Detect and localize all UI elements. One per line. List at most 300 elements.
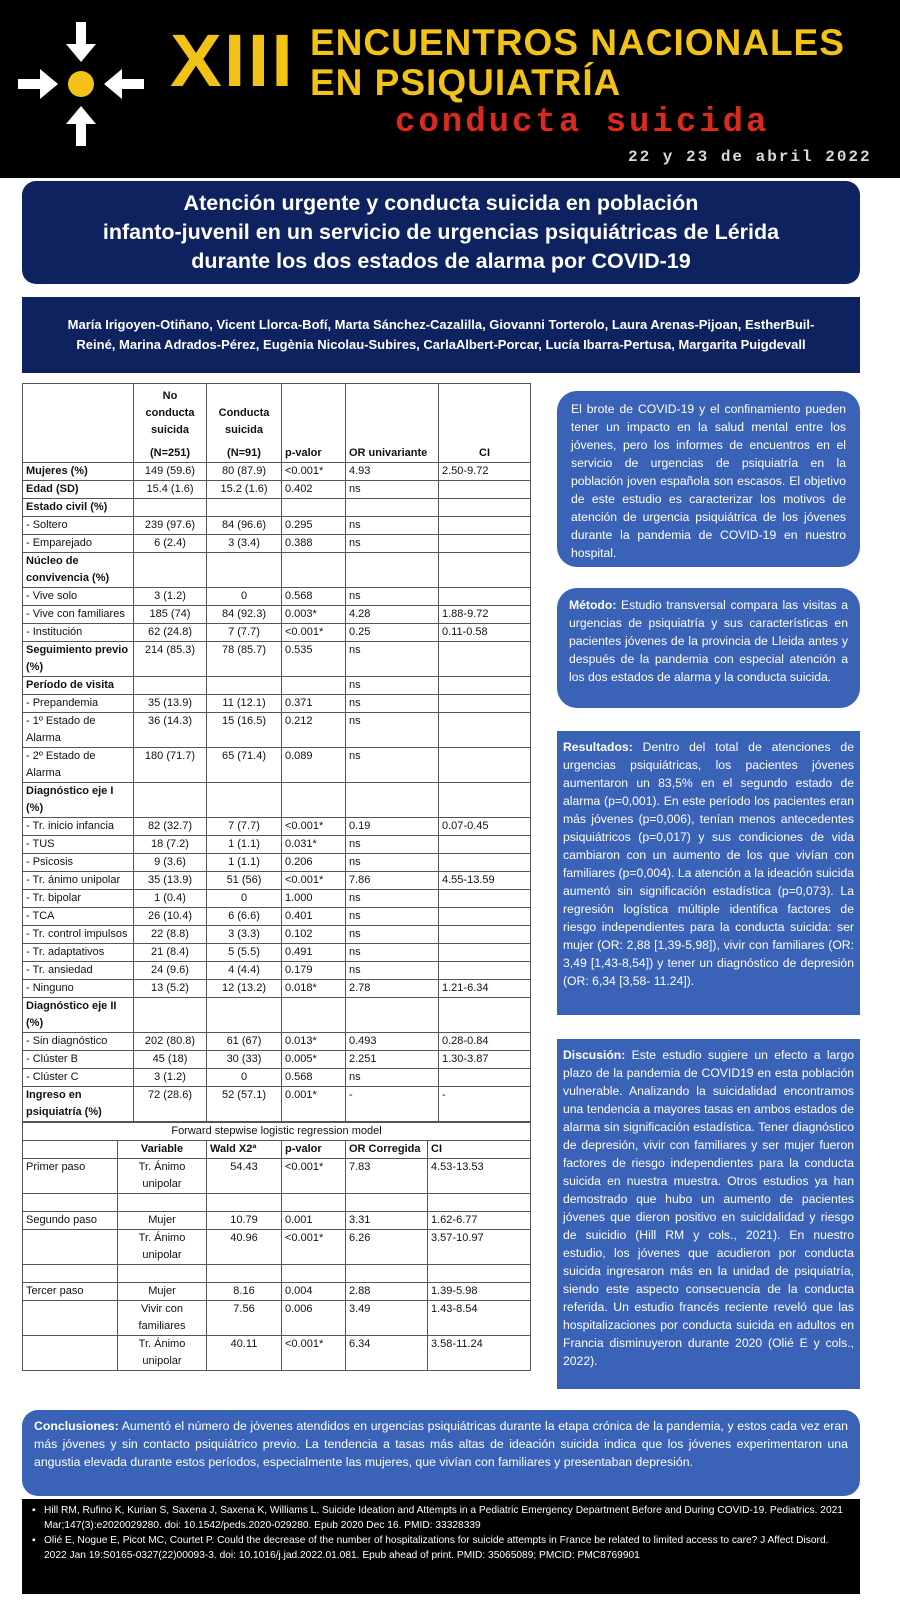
row-label: Núcleo de convivencia (%) xyxy=(23,553,134,588)
cell-conducta: 78 (85.7) xyxy=(207,642,282,677)
cell-or: 4.28 xyxy=(346,606,439,624)
cell-no-conducta xyxy=(134,553,207,588)
cell-or xyxy=(346,783,439,818)
cell-ci xyxy=(439,677,531,695)
cell-no-conducta: 62 (24.8) xyxy=(134,624,207,642)
conclusions-box xyxy=(22,1410,860,1496)
cell-pvalor: 0.001 xyxy=(282,1212,346,1230)
cell-or: ns xyxy=(346,642,439,677)
cell-ci: 0.07-0.45 xyxy=(439,818,531,836)
table-row xyxy=(23,783,531,818)
cell-no-conducta: 13 (5.2) xyxy=(134,980,207,998)
row-label: - Clúster C xyxy=(23,1069,134,1087)
table-row xyxy=(23,854,531,872)
cell-ci xyxy=(428,1194,531,1212)
cell-step xyxy=(23,1265,118,1283)
table-row xyxy=(23,1212,531,1230)
table-row xyxy=(23,998,531,1033)
cell-no-conducta: 15.4 (1.6) xyxy=(134,481,207,499)
cell-wald: 7.56 xyxy=(207,1301,282,1336)
cell-ci xyxy=(439,944,531,962)
cell-conducta: 84 (96.6) xyxy=(207,517,282,535)
cell-or: ns xyxy=(346,713,439,748)
cell-no-conducta: 24 (9.6) xyxy=(134,962,207,980)
title-line2: infanto-juvenil en un servicio de urgencias psiquiátricas de Lérida xyxy=(102,220,780,244)
row-label: Mujeres (%) xyxy=(23,463,134,481)
cell-pvalor: 0.568 xyxy=(282,1069,346,1087)
cell-pvalor: 0.568 xyxy=(282,588,346,606)
references-list xyxy=(44,1503,850,1563)
header-or: OR univariante xyxy=(346,384,439,463)
regression-caption: Forward stepwise logistic regression model xyxy=(23,1123,531,1141)
cell-pvalor: 0.179 xyxy=(282,962,346,980)
cell-no-conducta: 3 (1.2) xyxy=(134,1069,207,1087)
table-row xyxy=(23,1301,531,1336)
cell-pvalor: <0.001* xyxy=(282,1336,346,1371)
row-label: - Tr. control impulsos xyxy=(23,926,134,944)
cell-ci xyxy=(439,836,531,854)
table-header-row xyxy=(23,384,531,463)
table-row xyxy=(23,517,531,535)
header-conducta-n: (N=91) xyxy=(227,447,261,459)
cell-or xyxy=(346,553,439,588)
cell-ci: 3.58-11.24 xyxy=(428,1336,531,1371)
cell-pvalor: 0.491 xyxy=(282,944,346,962)
cell-ci xyxy=(439,713,531,748)
table-row xyxy=(23,1194,531,1212)
cell-variable: Vivir con familiares xyxy=(118,1301,207,1336)
header-step xyxy=(23,1141,118,1159)
table-row xyxy=(23,624,531,642)
cell-ci xyxy=(439,517,531,535)
row-label: Seguimiento previo (%) xyxy=(23,642,134,677)
event-subtitle: conducta suicida xyxy=(395,104,770,142)
cell-variable: Tr. Ánimo unipolar xyxy=(118,1336,207,1371)
results-box xyxy=(557,731,860,1015)
cell-no-conducta: 36 (14.3) xyxy=(134,713,207,748)
cell-conducta: 15 (16.5) xyxy=(207,713,282,748)
table-row xyxy=(23,1069,531,1087)
cell-ci: 2.50-9.72 xyxy=(439,463,531,481)
cell-ci xyxy=(439,998,531,1033)
header-no-conducta-n: (N=251) xyxy=(149,447,191,459)
header-conducta-label: Conducta suicida xyxy=(218,407,270,436)
cell-ci: - xyxy=(439,1087,531,1122)
cell-or: 3.49 xyxy=(346,1301,428,1336)
row-label: - 1º Estado de Alarma xyxy=(23,713,134,748)
cell-ci xyxy=(439,499,531,517)
cell-pvalor xyxy=(282,677,346,695)
cell-wald xyxy=(207,1265,282,1283)
cell-no-conducta: 3 (1.2) xyxy=(134,588,207,606)
cell-pvalor xyxy=(282,499,346,517)
cell-pvalor: 0.535 xyxy=(282,642,346,677)
cell-no-conducta: 22 (8.8) xyxy=(134,926,207,944)
row-label: Diagnóstico eje I (%) xyxy=(23,783,134,818)
table-row xyxy=(23,677,531,695)
reference-item: ▪ Olié E, Nogue E, Picot MC, Courtet P. Could the decrease of the number of hospitalizations for suicide attempts in France be related to limited access to care? J Affect Disord. 2022 Jan 19:S0165-0327(22)00093-3. doi: 10.1016/j.jad.2022.01.081. Epub ahead of print. PMID: 35065089; PMCID: PMC8769901 xyxy=(44,1533,850,1563)
cell-or: 7.83 xyxy=(346,1159,428,1194)
cell-no-conducta: 149 (59.6) xyxy=(134,463,207,481)
univariate-table-body xyxy=(23,463,531,1122)
conclusions-heading: Conclusiones: xyxy=(34,1419,119,1433)
table-row xyxy=(23,944,531,962)
cell-ci xyxy=(439,535,531,553)
cell-pvalor: 0.001* xyxy=(282,1087,346,1122)
cell-no-conducta xyxy=(134,998,207,1033)
cell-no-conducta: 202 (80.8) xyxy=(134,1033,207,1051)
cell-no-conducta: 9 (3.6) xyxy=(134,854,207,872)
cell-ci xyxy=(439,588,531,606)
cell-conducta: 0 xyxy=(207,890,282,908)
cell-ci xyxy=(439,890,531,908)
row-label: - Vive con familiares xyxy=(23,606,134,624)
cell-ci xyxy=(439,481,531,499)
row-label: Ingreso en psiquiatría (%) xyxy=(23,1087,134,1122)
cell-no-conducta: 45 (18) xyxy=(134,1051,207,1069)
cell-conducta: 51 (56) xyxy=(207,872,282,890)
cell-pvalor: 0.005* xyxy=(282,1051,346,1069)
table-row xyxy=(23,1283,531,1301)
cell-conducta: 7 (7.7) xyxy=(207,624,282,642)
conclusions-text: Aumentó el número de jóvenes atendidos en urgencias psiquiátricas durante la etapa crónica de la pandemia, y estos cada vez eran más jóvenes y sin contacto psiquiátrico previo. La tendencia a tasas más altas de ideación suicida indica que los jóvenes experimentaron una angustia elevada durante estos períodos, especialmente las mujeres, que vivían con familiares y presentaban depresión. xyxy=(34,1419,848,1469)
cell-ci: 1.43-8.54 xyxy=(428,1301,531,1336)
event-date: 22 y 23 de abril 2022 xyxy=(628,148,872,166)
cell-pvalor: 1.000 xyxy=(282,890,346,908)
cell-or: ns xyxy=(346,588,439,606)
table-row xyxy=(23,836,531,854)
table-row xyxy=(23,1033,531,1051)
cell-conducta: 1 (1.1) xyxy=(207,836,282,854)
cell-or: ns xyxy=(346,926,439,944)
authors-section xyxy=(22,297,860,373)
cell-pvalor xyxy=(282,553,346,588)
cell-conducta: 0 xyxy=(207,588,282,606)
header-var: Variable xyxy=(118,1141,207,1159)
table-row xyxy=(23,980,531,998)
cell-pvalor xyxy=(282,783,346,818)
cell-no-conducta: 21 (8.4) xyxy=(134,944,207,962)
table-row xyxy=(23,499,531,517)
cell-pvalor: 0.102 xyxy=(282,926,346,944)
row-label: - Emparejado xyxy=(23,535,134,553)
cell-ci xyxy=(439,926,531,944)
row-label: - Clúster B xyxy=(23,1051,134,1069)
table-row xyxy=(23,872,531,890)
cell-step xyxy=(23,1194,118,1212)
cell-ci xyxy=(439,1069,531,1087)
cell-wald: 54.43 xyxy=(207,1159,282,1194)
cell-or: 2.78 xyxy=(346,980,439,998)
table-row xyxy=(23,1336,531,1371)
results-heading: Resultados: xyxy=(563,740,633,754)
cell-pvalor: 0.006 xyxy=(282,1301,346,1336)
cell-ci: 4.53-13.53 xyxy=(428,1159,531,1194)
cell-or: - xyxy=(346,1087,439,1122)
regression-table xyxy=(22,1122,531,1371)
cell-no-conducta: 180 (71.7) xyxy=(134,748,207,783)
cell-or: 2.251 xyxy=(346,1051,439,1069)
cell-or: 6.26 xyxy=(346,1230,428,1265)
cell-conducta: 3 (3.4) xyxy=(207,535,282,553)
cell-no-conducta: 72 (28.6) xyxy=(134,1087,207,1122)
cell-no-conducta xyxy=(134,783,207,818)
cell-or: 6.34 xyxy=(346,1336,428,1371)
cell-pvalor: 0.402 xyxy=(282,481,346,499)
cell-conducta: 11 (12.1) xyxy=(207,695,282,713)
cell-pvalor: <0.001* xyxy=(282,463,346,481)
row-label: Diagnóstico eje II (%) xyxy=(23,998,134,1033)
cell-ci xyxy=(439,642,531,677)
table-row xyxy=(23,818,531,836)
edition-number: XIII xyxy=(170,19,295,102)
authors-line1: María Irigoyen-Otiñano, Vicent Llorca-Bofí, Marta Sánchez-Cazalilla, Giovanni Torterolo, Laura Arenas-Pijoan, EstherBuil- xyxy=(67,317,815,332)
header-wald: Wald X2ª xyxy=(207,1141,282,1159)
table-row xyxy=(23,588,531,606)
cell-or: 4.93 xyxy=(346,463,439,481)
cell-step xyxy=(23,1230,118,1265)
cell-conducta: 52 (57.1) xyxy=(207,1087,282,1122)
table-row xyxy=(23,481,531,499)
cell-pvalor xyxy=(282,1265,346,1283)
cell-wald: 40.96 xyxy=(207,1230,282,1265)
cell-ci: 0.28-0.84 xyxy=(439,1033,531,1051)
row-label: - Tr. inicio infancia xyxy=(23,818,134,836)
cell-pvalor: 0.089 xyxy=(282,748,346,783)
row-label: Edad (SD) xyxy=(23,481,134,499)
introduction-box xyxy=(557,391,860,567)
cell-step xyxy=(23,1301,118,1336)
cell-pvalor: 0.004 xyxy=(282,1283,346,1301)
cell-conducta: 4 (4.4) xyxy=(207,962,282,980)
cell-no-conducta: 239 (97.6) xyxy=(134,517,207,535)
poster-title xyxy=(22,181,860,284)
cell-wald xyxy=(207,1194,282,1212)
header-pvalor: p-valor xyxy=(282,384,346,463)
cell-pvalor: 0.212 xyxy=(282,713,346,748)
header-pvalor2: p-valor xyxy=(282,1141,346,1159)
row-label: - Vive solo xyxy=(23,588,134,606)
cell-or: ns xyxy=(346,944,439,962)
row-label: - Tr. bipolar xyxy=(23,890,134,908)
cell-conducta: 80 (87.9) xyxy=(207,463,282,481)
cell-no-conducta: 18 (7.2) xyxy=(134,836,207,854)
introduction-text: El brote de COVID-19 y el confinamiento pueden tener un impacto en la salud mental entre los jóvenes, pero los informes de encuentros en el servicio de urgencias de psiquiatría en la población joven española son escasos. El objetivo de este estudio es caracterizar los motivos de atención de urgencia psiquiátrica de los jóvenes durante la pandemia de COVID-19 en nuestro hospital. xyxy=(571,402,846,560)
cell-or: ns xyxy=(346,836,439,854)
method-heading: Método: xyxy=(569,598,617,612)
table-row xyxy=(23,1159,531,1194)
cell-pvalor: 0.206 xyxy=(282,854,346,872)
table-row xyxy=(23,606,531,624)
cell-step xyxy=(23,1336,118,1371)
cell-ci: 1.62-6.77 xyxy=(428,1212,531,1230)
cell-pvalor: 0.401 xyxy=(282,908,346,926)
cell-ci: 3.57-10.97 xyxy=(428,1230,531,1265)
cell-pvalor: <0.001* xyxy=(282,1159,346,1194)
cell-or: ns xyxy=(346,908,439,926)
cell-pvalor: 0.018* xyxy=(282,980,346,998)
cell-conducta: 7 (7.7) xyxy=(207,818,282,836)
univariate-table xyxy=(22,383,531,1122)
cell-or: ns xyxy=(346,854,439,872)
header-conducta xyxy=(207,384,282,463)
header-ci2: CI xyxy=(428,1141,531,1159)
cell-ci: 1.88-9.72 xyxy=(439,606,531,624)
table-row xyxy=(23,1051,531,1069)
cell-variable: Mujer xyxy=(118,1212,207,1230)
title-line1: Atención urgente y conducta suicida en población xyxy=(183,191,699,215)
arrows-to-center-logo xyxy=(14,14,149,154)
cell-or: 0.493 xyxy=(346,1033,439,1051)
cell-wald: 8.16 xyxy=(207,1283,282,1301)
cell-or: 0.19 xyxy=(346,818,439,836)
cell-no-conducta: 185 (74) xyxy=(134,606,207,624)
table-row xyxy=(23,1230,531,1265)
header-or2: OR Corregida xyxy=(346,1141,428,1159)
cell-or xyxy=(346,998,439,1033)
cell-pvalor: 0.031* xyxy=(282,836,346,854)
cell-or: ns xyxy=(346,535,439,553)
cell-ci xyxy=(439,908,531,926)
cell-or: ns xyxy=(346,695,439,713)
cell-or: 0.25 xyxy=(346,624,439,642)
cell-no-conducta: 35 (13.9) xyxy=(134,872,207,890)
cell-or: ns xyxy=(346,1069,439,1087)
cell-ci: 1.30-3.87 xyxy=(439,1051,531,1069)
cell-variable xyxy=(118,1265,207,1283)
cell-pvalor: 0.295 xyxy=(282,517,346,535)
cell-conducta xyxy=(207,998,282,1033)
cell-conducta: 0 xyxy=(207,1069,282,1087)
cell-conducta: 15.2 (1.6) xyxy=(207,481,282,499)
header-no-conducta xyxy=(134,384,207,463)
cell-conducta: 61 (67) xyxy=(207,1033,282,1051)
cell-pvalor: <0.001* xyxy=(282,818,346,836)
cell-ci xyxy=(439,553,531,588)
cell-or: ns xyxy=(346,517,439,535)
cell-or: ns xyxy=(346,748,439,783)
table-row xyxy=(23,962,531,980)
discussion-text: Este estudio sugiere un efecto a largo plazo de la pandemia de COVID19 en esta población vulnerable. Analizando la suicidalidad encontramos una tendencia a mayores tasas en ambos estados de alarma sin significación estadística. Tener diagnóstico de depresión, vivir con familiares y ser mujer fueron factores de riesgo independientes para la conducta suicida en nuestra muestra. Otros estudios ya han demostrado que hubo un aumento de pacientes jóvenes que dieron positivo en suicidalidad y riesgo de suicidio (Hill RM y cols., 2021). En nuestro estudio, los jóvenes que acudieron por conducta suicida ingresaron más en la unidad de psiquiatría, siendo este aspecto consecuencia de la conducta referida. Un estudio francés reciente reveló que las hospitalizaciones por conducta suicida en adultos en Francia disminuyeron durante 2020 (Olié E y cols., 2022). xyxy=(563,1048,854,1368)
row-label: - 2º Estado de Alarma xyxy=(23,748,134,783)
cell-wald: 10.79 xyxy=(207,1212,282,1230)
cell-pvalor: <0.001* xyxy=(282,872,346,890)
cell-pvalor: 0.003* xyxy=(282,606,346,624)
cell-no-conducta: 26 (10.4) xyxy=(134,908,207,926)
cell-pvalor: 0.388 xyxy=(282,535,346,553)
regression-header-row xyxy=(23,1141,531,1159)
cell-conducta: 3 (3.3) xyxy=(207,926,282,944)
cell-ci xyxy=(439,962,531,980)
header-variable xyxy=(23,384,134,463)
cell-step: Primer paso xyxy=(23,1159,118,1194)
cell-wald: 40.11 xyxy=(207,1336,282,1371)
cell-conducta: 30 (33) xyxy=(207,1051,282,1069)
table-row xyxy=(23,1265,531,1283)
cell-or xyxy=(346,1194,428,1212)
cell-or xyxy=(346,1265,428,1283)
title-line3: durante los dos estados de alarma por COVID-19 xyxy=(191,249,691,273)
row-label: Período de visita xyxy=(23,677,134,695)
row-label: - Soltero xyxy=(23,517,134,535)
table-row xyxy=(23,1087,531,1122)
references-box xyxy=(22,1499,860,1594)
cell-ci: 1.21-6.34 xyxy=(439,980,531,998)
cell-conducta: 65 (71.4) xyxy=(207,748,282,783)
results-text: Dentro del total de atenciones de urgencias psiquiátricas, los pacientes jóvenes aumentaron un 83,5% en el segundo estado de alarma (p=0,001). En este período los pacientes eran más jóvenes (p=0,006), tenían menos antecedentes psiquiátricos (p=0,017) y sus condiciones de vida cambiaron con un aumento de los que vivían con familiares (p=0,004). La atención a la ideación suicida aumentó sin significación estadística (p=0,073). La regresión logística múltiple identifica factores de riesgo independientes para la conducta suicida: ser mujer (OR: 2,88 [1,39-5,98]), vivir con familiares (OR: 3,49 [1,43-8,54]) y tener un diagnóstico de depresión (OR: 6,34 [3,58- 11.24]). xyxy=(563,740,854,988)
authors-line2: Reiné, Marina Adrados-Pérez, Eugènia Nicolau-Subires, CarlaAlbert-Porcar, Lucía Ibarra-Pertusa, Margarita Puigdevall xyxy=(76,337,806,352)
cell-pvalor: 0.371 xyxy=(282,695,346,713)
cell-pvalor xyxy=(282,1194,346,1212)
cell-conducta: 84 (92.3) xyxy=(207,606,282,624)
method-text: Estudio transversal compara las visitas a urgencias de psiquiatría y sus características en pacientes jóvenes de la provincia de Lleida antes y después de la pandemia con especial atención a los dos estados de alarma y la conducta suicida. xyxy=(569,598,848,684)
row-label: - Ninguno xyxy=(23,980,134,998)
table-row xyxy=(23,748,531,783)
cell-no-conducta: 214 (85.3) xyxy=(134,642,207,677)
cell-variable: Tr. Ánimo unipolar xyxy=(118,1230,207,1265)
row-label: - Psicosis xyxy=(23,854,134,872)
cell-ci xyxy=(439,695,531,713)
table-row xyxy=(23,463,531,481)
table-row xyxy=(23,926,531,944)
regression-table-body xyxy=(23,1123,531,1371)
cell-pvalor: <0.001* xyxy=(282,624,346,642)
row-label: - Tr. adaptativos xyxy=(23,944,134,962)
cell-conducta xyxy=(207,553,282,588)
cell-no-conducta: 35 (13.9) xyxy=(134,695,207,713)
row-label: - Tr. ánimo unipolar xyxy=(23,872,134,890)
cell-conducta: 1 (1.1) xyxy=(207,854,282,872)
cell-step: Segundo paso xyxy=(23,1212,118,1230)
cell-ci xyxy=(439,854,531,872)
cell-step: Tercer paso xyxy=(23,1283,118,1301)
table-row xyxy=(23,642,531,677)
cell-conducta: 12 (13.2) xyxy=(207,980,282,998)
cell-conducta: 5 (5.5) xyxy=(207,944,282,962)
row-label: - Tr. ansiedad xyxy=(23,962,134,980)
row-label: - Institución xyxy=(23,624,134,642)
header-no-conducta-label: No conducta suicida xyxy=(145,390,195,436)
header-ci: CI xyxy=(439,384,531,463)
cell-conducta xyxy=(207,783,282,818)
table-row xyxy=(23,908,531,926)
cell-or: 7.86 xyxy=(346,872,439,890)
cell-pvalor: 0.013* xyxy=(282,1033,346,1051)
row-label: - Sin diagnóstico xyxy=(23,1033,134,1051)
regression-caption-row xyxy=(23,1123,531,1141)
row-label: - Prepandemia xyxy=(23,695,134,713)
cell-ci xyxy=(428,1265,531,1283)
table-row xyxy=(23,695,531,713)
cell-pvalor: <0.001* xyxy=(282,1230,346,1265)
header-banner xyxy=(0,0,900,178)
cell-ci xyxy=(439,783,531,818)
cell-or: ns xyxy=(346,962,439,980)
reference-item: ▪ Hill RM, Rufino K, Kurian S, Saxena J, Saxena K, Williams L. Suicide Ideation and Attempts in a Pediatric Emergency Department Before and During COVID-19. Pediatrics. 2021 Mar;147(3):e2020029280. doi: 10.1542/peds.2020-029280. Epub 2020 Dec 16. PMID: 33328339 xyxy=(44,1503,850,1533)
table-row xyxy=(23,553,531,588)
table-row xyxy=(23,713,531,748)
cell-variable: Mujer xyxy=(118,1283,207,1301)
row-label: - TCA xyxy=(23,908,134,926)
results-tables xyxy=(22,383,530,1371)
row-label: - TUS xyxy=(23,836,134,854)
cell-or: 2.88 xyxy=(346,1283,428,1301)
cell-or: ns xyxy=(346,481,439,499)
cell-pvalor xyxy=(282,998,346,1033)
cell-ci xyxy=(439,748,531,783)
cell-no-conducta xyxy=(134,499,207,517)
cell-no-conducta: 1 (0.4) xyxy=(134,890,207,908)
